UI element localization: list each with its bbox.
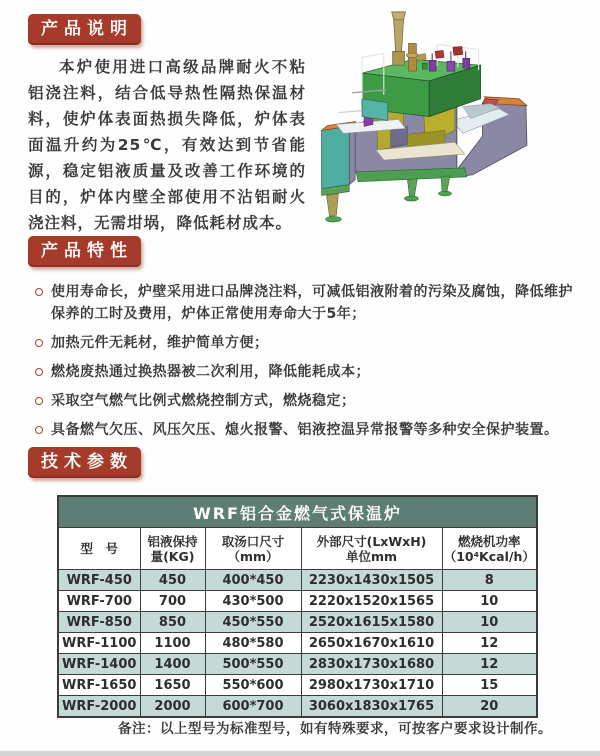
table-row bbox=[58, 654, 537, 675]
header-line: 外部尺寸(LxWxH) bbox=[316, 533, 427, 549]
table-row bbox=[58, 675, 537, 696]
cell-power: 12 bbox=[442, 633, 537, 654]
cell-mouth-size: 500*550 bbox=[205, 654, 301, 675]
table-row bbox=[58, 696, 537, 718]
cell-model: WRF-1100 bbox=[58, 633, 140, 654]
cell-capacity: 700 bbox=[140, 591, 205, 612]
cell-capacity: 1650 bbox=[140, 675, 205, 696]
table-title: WRF铝合金燃气式保温炉 bbox=[58, 496, 537, 528]
section-badge-technical-parameters: 技术参数 bbox=[28, 447, 141, 478]
header-line: 铝液保持 bbox=[147, 533, 198, 549]
feature-list bbox=[35, 281, 575, 448]
cell-capacity: 1100 bbox=[140, 633, 205, 654]
cell-dimensions: 2650x1670x1610 bbox=[301, 633, 442, 654]
cell-dimensions: 2520x1615x1580 bbox=[301, 612, 442, 633]
cell-mouth-size: 550*600 bbox=[205, 675, 301, 696]
circle-bullet-icon bbox=[35, 426, 43, 434]
section-badge-product-description: 产品说明 bbox=[28, 14, 141, 45]
cell-dimensions: 2830x1730x1680 bbox=[301, 654, 442, 675]
cell-mouth-size: 450*550 bbox=[205, 612, 301, 633]
cell-power: 8 bbox=[442, 570, 537, 591]
cell-power: 15 bbox=[442, 675, 537, 696]
feature-text: 加热元件无耗材，维护简单方便； bbox=[51, 335, 269, 351]
table-footnote: 备注：以上型号为标准型号，如有特殊要求，可按客户要求设计制作。 bbox=[118, 721, 552, 737]
feature-item bbox=[35, 419, 575, 441]
col-header-burner-power bbox=[442, 528, 537, 570]
table-header-row bbox=[58, 528, 537, 570]
header-line: （mm） bbox=[227, 548, 279, 564]
header-line: 型 号 bbox=[80, 541, 118, 556]
cell-mouth-size: 600*700 bbox=[205, 696, 301, 718]
header-line: 取汤口尺寸 bbox=[221, 533, 285, 549]
cell-power: 20 bbox=[442, 696, 537, 718]
spec-table bbox=[57, 495, 538, 718]
col-header-capacity bbox=[140, 528, 205, 570]
cell-dimensions: 3060x1830x1765 bbox=[301, 696, 442, 718]
feature-text: 燃烧废热通过换热器被二次利用，降低能耗成本； bbox=[51, 364, 370, 380]
cell-model: WRF-700 bbox=[58, 591, 140, 612]
cell-capacity: 450 bbox=[140, 570, 205, 591]
cell-model: WRF-1650 bbox=[58, 675, 140, 696]
cell-power: 10 bbox=[442, 612, 537, 633]
header-line: 量(KG) bbox=[150, 548, 195, 564]
circle-bullet-icon bbox=[35, 339, 43, 347]
table-title-row bbox=[58, 496, 537, 528]
header-line: （10⁴Kcal/h） bbox=[443, 548, 535, 564]
page-bottom-edge bbox=[0, 751, 600, 756]
cell-power: 10 bbox=[442, 591, 537, 612]
header-line: 单位mm bbox=[345, 548, 398, 564]
cell-power: 12 bbox=[442, 654, 537, 675]
feature-item bbox=[35, 361, 575, 383]
header-line: 燃烧机功率 bbox=[458, 533, 521, 549]
product-description-paragraph: 本炉使用进口高级品牌耐火不粘铝浇注料，结合低导热性隔热保温材料，使炉体表面热损失降低，炉体表面温升约为25℃，有效达到节省能源，稳定铝液质量及改善工作环境的目的，炉体内壁全部使用不沾铝耐火浇注料，无需坩埚，降低耗材成本。 bbox=[28, 58, 306, 232]
feature-text: 采取空气燃气比例式燃烧控制方式，燃烧稳定； bbox=[51, 393, 356, 409]
cell-capacity: 2000 bbox=[140, 696, 205, 718]
cell-dimensions: 2980x1730x1710 bbox=[301, 675, 442, 696]
circle-bullet-icon bbox=[35, 288, 43, 296]
table-row bbox=[58, 570, 537, 591]
cell-mouth-size: 400*450 bbox=[205, 570, 301, 591]
section-badge-product-features: 产品特性 bbox=[28, 236, 141, 267]
cell-model: WRF-1400 bbox=[58, 654, 140, 675]
table-row bbox=[58, 612, 537, 633]
feature-item bbox=[35, 390, 575, 412]
col-header-model bbox=[58, 528, 140, 570]
cell-mouth-size: 430*500 bbox=[205, 591, 301, 612]
cell-model: WRF-450 bbox=[58, 570, 140, 591]
cell-model: WRF-2000 bbox=[58, 696, 140, 718]
cell-capacity: 1400 bbox=[140, 654, 205, 675]
col-header-mouth-size bbox=[205, 528, 301, 570]
cell-dimensions: 2220x1520x1565 bbox=[301, 591, 442, 612]
furnace-3d-illustration bbox=[295, 4, 595, 236]
table-row bbox=[58, 633, 537, 654]
cell-capacity: 850 bbox=[140, 612, 205, 633]
table-row bbox=[58, 591, 537, 612]
feature-item bbox=[35, 332, 575, 354]
circle-bullet-icon bbox=[35, 397, 43, 405]
feature-text: 具备燃气欠压、风压欠压、熄火报警、铝液控温异常报警等多种安全保护装置。 bbox=[51, 422, 559, 438]
circle-bullet-icon bbox=[35, 368, 43, 376]
feature-text: 使用寿命长，炉壁采用进口品牌浇注料，可减低铝液附着的污染及腐蚀，降低维护保养的工时及费用，炉体正常使用寿命大于5年； bbox=[51, 284, 573, 322]
col-header-outer-dimensions bbox=[301, 528, 442, 570]
cell-dimensions: 2230x1430x1505 bbox=[301, 570, 442, 591]
feature-item bbox=[35, 281, 575, 325]
cell-model: WRF-850 bbox=[58, 612, 140, 633]
cell-mouth-size: 480*580 bbox=[205, 633, 301, 654]
